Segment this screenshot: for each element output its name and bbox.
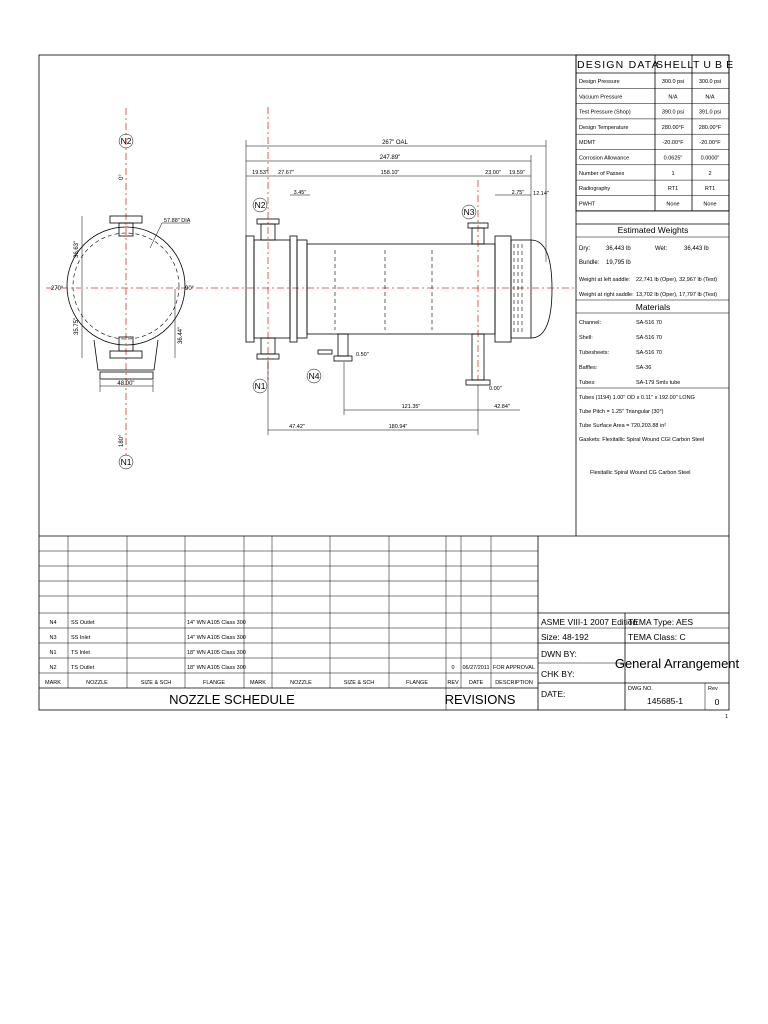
design-row-tube: 300.0 psi: [698, 79, 722, 85]
nozzle-name: TS Outlet: [71, 665, 95, 671]
design-row-shell: RT1: [667, 186, 679, 193]
drawing-title: General Arrangement: [614, 656, 740, 671]
dim-4742: 47.42": [289, 424, 305, 430]
dim-top-left: 36.63": [74, 240, 80, 258]
revision-header: DATE: [468, 680, 484, 686]
design-row-shell: None: [666, 201, 680, 208]
design-row-label: Vacuum Pressure: [579, 94, 623, 101]
nozzle-flange: 14" WN A105 Class 300: [187, 635, 246, 641]
revisions-table: [445, 665, 535, 707]
material-value: SA-36: [636, 365, 652, 371]
title-block: [538, 613, 740, 710]
nozzle-header: FLANGE: [405, 680, 429, 686]
dim-2767: 27.67": [278, 170, 294, 176]
dim-2300: 23.00": [485, 170, 501, 176]
design-row-tube: 391.0 psi: [698, 109, 722, 116]
design-row-shell: 1: [671, 170, 675, 177]
end-n1-tag: N1: [120, 457, 132, 467]
design-row-shell: 280.00°F: [661, 124, 685, 131]
dry-label: Dry:: [579, 246, 590, 252]
design-row-tube: RT1: [704, 186, 716, 193]
material-note: Tubes (1194) 1.00" OD x 0.11" x 192.00" LONG: [579, 395, 695, 401]
nozzle-header: FLANGE: [202, 680, 226, 686]
design-row-tube: None: [703, 201, 717, 208]
design-row-shell: 0.0625": [663, 155, 683, 162]
material-label: Tubesheets:: [579, 350, 610, 356]
end-view: [46, 108, 229, 469]
design-row-shell: 300.0 psi: [661, 79, 685, 85]
side-n3-tag: N3: [463, 207, 475, 217]
tema-type: TEMA Type: AES: [628, 617, 694, 627]
design-row-tube: 2: [708, 170, 712, 177]
material-label: Baffles:: [579, 365, 598, 371]
tema-class: TEMA Class: C: [628, 632, 686, 642]
size-label: Size: 48-192: [541, 632, 589, 642]
dim-275: 2.75": [511, 190, 525, 196]
nozzle-schedule-table: [39, 536, 538, 710]
side-n2-tag: N2: [254, 200, 266, 210]
material-note: Tube Pitch = 1.25" Triangular (30°): [579, 409, 664, 415]
design-row-label: Radiography: [579, 186, 611, 193]
dim-oal: 267" OAL: [382, 140, 408, 146]
dwg-no-label: DWG NO.: [628, 686, 653, 692]
side-n1-tag: N1: [254, 381, 266, 391]
design-row-label: PWHT: [579, 201, 596, 208]
nozzle-header: MARK: [250, 680, 266, 686]
rev-number: 0: [714, 697, 720, 707]
angle-left: 270°: [51, 286, 64, 292]
rev-label: Rev: [708, 686, 718, 692]
tube-header: T U B E: [693, 59, 734, 71]
angle-bottom: 180°: [119, 434, 125, 447]
revision-description: FOR APPROVAL: [492, 665, 536, 671]
nozzle-mark: N4: [49, 620, 57, 626]
design-row-tube: 280.00°F: [698, 124, 722, 131]
design-data-table: [576, 55, 734, 211]
design-row-label: MDMT: [579, 140, 596, 147]
revision-date: 06/27/2011: [462, 665, 490, 671]
nozzle-header: SIZE & SCH: [140, 680, 172, 686]
right-saddle-value: 13,702 lb (Oper), 17,797 lb (Test): [636, 292, 718, 298]
gasket-note: Flexitallic Spiral Wound CG Carbon Steel: [590, 470, 691, 476]
design-row-label: Design Temperature: [579, 124, 629, 131]
material-label: Channel:: [579, 320, 602, 326]
nozzle-schedule-title: NOZZLE SCHEDULE: [169, 692, 295, 707]
design-data-header: DESIGN DATA: [577, 59, 660, 71]
material-note: Gaskets: Flexitallic Spiral Wound CGI Carbon Steel: [579, 437, 705, 443]
material-label: Tubes:: [579, 380, 596, 386]
design-row-label: Number of Passes: [579, 170, 625, 177]
left-saddle-label: Weight at left saddle:: [579, 277, 631, 283]
material-label: Shell:: [579, 335, 593, 341]
design-row-tube: -20.00°F: [699, 140, 721, 147]
dim-1953: 19.53": [252, 170, 268, 176]
revision-header: REV: [447, 680, 459, 686]
nozzle-header: SIZE & SCH: [343, 680, 375, 686]
material-value: SA-516 70: [636, 350, 662, 356]
design-row-label: Corrosion Allowance: [579, 155, 630, 162]
nozzle-header: NOZZLE: [290, 680, 312, 686]
dim-1214: 12.14": [533, 191, 549, 197]
material-note: Tube Surface Area = 720,203.88 in²: [579, 423, 667, 429]
right-saddle-label: Weight at right saddle:: [579, 292, 634, 298]
design-row-label: Test Pressure (Shop): [579, 109, 631, 116]
nozzle-header: NOZZLE: [86, 680, 108, 686]
nozzle-flange: 18" WN A105 Class 300: [187, 665, 246, 671]
dwg-number: 145685-1: [647, 696, 683, 706]
dim-158: 158.10": [380, 170, 400, 176]
wet-label: Wet:: [655, 246, 668, 252]
dim-345: 3.45": [293, 190, 307, 196]
dim-12135: 121.35": [401, 404, 421, 410]
nozzle-flange: 18" WN A105 Class 300: [187, 650, 246, 656]
estimated-weights: [576, 224, 729, 298]
weights-header: Estimated Weights: [617, 225, 689, 235]
code-edition: ASME VIII-1 2007 Edition: [541, 617, 638, 627]
design-row-tube: N/A: [705, 94, 715, 101]
angle-top: 0°: [119, 174, 125, 180]
chk-by: CHK BY:: [541, 669, 575, 679]
nozzle-flange: 14" WN A105 Class 300: [187, 620, 246, 626]
revision-header: DESCRIPTION: [495, 680, 533, 686]
nozzle-mark: N1: [49, 650, 57, 656]
material-value: SA-516 70: [636, 320, 662, 326]
wet-value: 36,443 lb: [684, 246, 709, 252]
design-row-shell: N/A: [668, 94, 678, 101]
dim-4284: 42.84": [494, 404, 510, 410]
nozzle-name: TS Inlet: [71, 650, 90, 656]
nozzle-name: SS Outlet: [71, 620, 95, 626]
dim-000: 0.00": [489, 386, 502, 392]
nozzle-mark: N2: [49, 665, 57, 671]
bundle-label: Bundle:: [579, 260, 600, 266]
dim-247: 247.89": [379, 155, 401, 161]
materials: [576, 300, 729, 476]
saddle-width-dim: 48.00": [117, 381, 135, 387]
revision-number: 0: [451, 665, 455, 671]
dim-right: 36.44": [178, 326, 184, 344]
diameter-label: 57.88" DIA: [164, 218, 191, 224]
side-n4-tag: N4: [308, 371, 320, 381]
materials-header: Materials: [635, 302, 671, 312]
shell-header: SHELL: [656, 59, 695, 71]
angle-right: 90°: [185, 286, 195, 292]
dwn-by: DWN BY:: [541, 649, 577, 659]
dim-18094: 180.94": [388, 424, 408, 430]
sheet-border: [39, 55, 729, 710]
side-view: [232, 107, 575, 435]
design-row-tube: 0.0000": [700, 155, 720, 162]
dim-050: 0.50": [356, 352, 369, 358]
design-row-label: Design Pressure: [579, 79, 620, 85]
bundle-value: 19,795 lb: [606, 260, 631, 266]
nozzle-name: SS Inlet: [71, 635, 91, 641]
dry-value: 36,443 lb: [606, 246, 631, 252]
dim-bot-left: 35.75": [74, 317, 80, 335]
left-saddle-value: 22,741 lb (Oper), 32,967 lb (Test): [636, 277, 718, 283]
material-value: SA-179 Smls tube: [636, 380, 681, 386]
design-row-shell: 390.0 psi: [661, 109, 685, 116]
design-row-shell: -20.00°F: [662, 140, 684, 147]
end-n2-tag: N2: [120, 136, 132, 146]
revisions-title: REVISIONS: [444, 692, 516, 707]
date-label: DATE:: [541, 689, 566, 699]
dim-1959: 19.59": [509, 170, 525, 176]
nozzle-mark: N3: [49, 635, 57, 641]
page-number: 1: [724, 714, 728, 720]
nozzle-header: MARK: [45, 680, 61, 686]
material-value: SA-516 70: [636, 335, 662, 341]
